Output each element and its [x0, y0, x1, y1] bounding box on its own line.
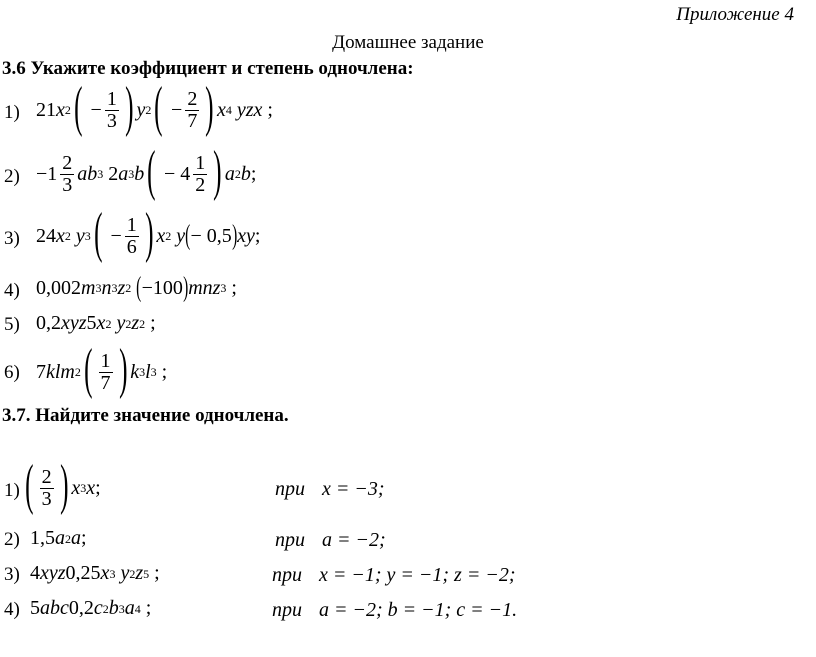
expression-3-6-2: −1 $\frac{2}{3}$ ab 3 2 a 3 b ( − 4 $\frac{1}{2}$ ) a 2 b ;	[36, 140, 257, 202]
condition-3-7-4	[272, 599, 517, 622]
condition-3-7-3	[272, 564, 516, 587]
expression-3-6-4: 0,002 m 3 n 3 z 2 ( −100 ) mnz 3 ;	[36, 272, 237, 303]
condition-word: при	[275, 529, 305, 551]
expression-3-7-3: 4 xyz 0,25 x 3 y 2 z 5 ;	[30, 562, 160, 584]
expression-3-6-5: 0,2 xyz 5 x 2 y 2 z 2 ;	[36, 312, 156, 334]
condition-word: при	[275, 478, 305, 500]
task-3-7-heading: 3.7. Найдите значение одночлена.	[2, 405, 289, 426]
condition-3-7-2	[275, 529, 386, 552]
expression-3-6-1: 21 x 2 ( − $\frac{1}{3}$ ) y 2 ( − $\frac{2}{7}$ ) x 4 yzx ;	[36, 76, 273, 138]
item-number: 2)	[4, 166, 20, 187]
page-title: Домашнее задание	[332, 32, 484, 53]
expression-3-7-4: 5 abc 0,2 c 2 b 3 a 4 ;	[30, 597, 152, 619]
item-number: 5)	[4, 314, 20, 335]
expression-3-7-2: 1,5 a 2 a ;	[30, 527, 87, 549]
condition-word: при	[272, 599, 302, 621]
condition-3-7-1	[275, 478, 385, 501]
item-number: 4)	[4, 599, 20, 620]
item-number: 1)	[4, 102, 20, 123]
condition-values: x = −1; y = −1; z = −2;	[319, 564, 516, 586]
item-number: 1)	[4, 480, 20, 501]
item-number: 3)	[4, 228, 20, 249]
condition-values: a = −2; b = −1; c = −1.	[319, 599, 518, 621]
expression-3-6-3: 24 x 2 y 3 ( − $\frac{1}{6}$ ) x 2 y ( − 0,5 ) xy ;	[36, 202, 261, 264]
item-number: 2)	[4, 529, 20, 550]
expression-3-7-1: ( $\frac{2}{3}$ ) x 3 x ;	[25, 454, 101, 516]
task-3-6-heading: 3.6 Укажите коэффициент и степень одночлена:	[2, 58, 414, 79]
item-number: 3)	[4, 564, 20, 585]
condition-values: x = −3;	[322, 478, 385, 500]
item-number: 4)	[4, 280, 20, 301]
condition-values: a = −2;	[322, 529, 386, 551]
appendix-label: Приложение 4	[676, 4, 794, 25]
condition-word: при	[272, 564, 302, 586]
item-number: 6)	[4, 362, 20, 383]
expression-3-6-6: 7 klm 2 ( $\frac{1}{7}$ ) k 3 l 3 ;	[36, 338, 168, 400]
